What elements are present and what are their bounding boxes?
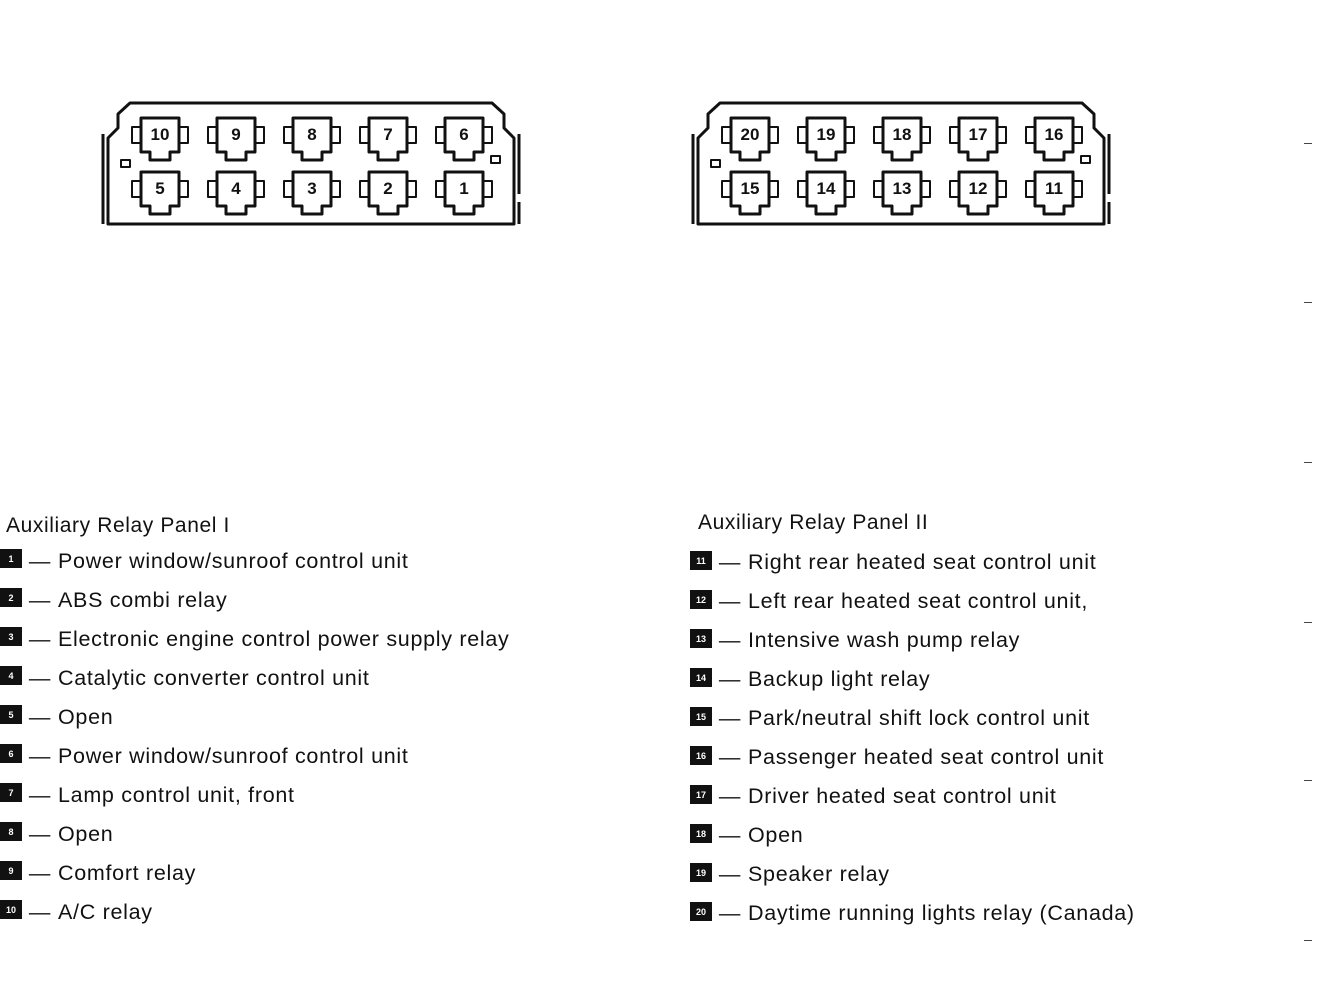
panel-2-locating-tab [711,160,720,167]
relay-slot-number: 2 [383,179,393,198]
legend-item-11 [690,547,1250,577]
legend-item-10 [0,897,570,927]
legend-description: Power window/sunroof control unit [58,549,409,573]
relay-slot-number: 5 [155,179,165,198]
relay-slot-8 [284,118,340,160]
separator-dash: — [718,706,742,730]
relay-slot-17 [950,118,1006,160]
relay-slot-number: 15 [740,179,760,198]
legend-description: Open [748,823,804,847]
relay-number-badge-icon: 14 [690,668,712,687]
separator-dash: — [28,627,52,651]
relay-number-badge-icon: 17 [690,785,712,804]
separator-dash: — [28,549,52,573]
relay-panel-2-title: Auxiliary Relay Panel II [698,511,929,534]
relay-slot-number: 19 [816,125,836,144]
legend-item-17 [690,781,1250,811]
legend-description: Lamp control unit, front [58,783,295,807]
relay-slot-13 [874,172,930,214]
margin-tick [1304,302,1312,303]
separator-dash: — [28,666,52,690]
separator-dash: — [718,862,742,886]
separator-dash: — [28,783,52,807]
relay-panel-1-list [0,546,570,927]
relay-slot-19 [798,118,854,160]
legend-description: Power window/sunroof control unit [58,744,409,768]
relay-panel-1-title: Auxiliary Relay Panel I [6,514,230,537]
legend-item-12 [690,586,1250,616]
legend-item-4 [0,663,570,693]
legend-description: Right rear heated seat control unit [748,550,1097,574]
relay-slot-18 [874,118,930,160]
separator-dash: — [28,588,52,612]
relay-number-badge-icon: 8 [0,822,22,841]
relay-slot-number: 4 [231,179,241,198]
legend-description: A/C relay [58,900,153,924]
separator-dash: — [718,784,742,808]
relay-slot-20 [722,118,778,160]
separator-dash: — [718,667,742,691]
relay-number-badge-icon: 13 [690,629,712,648]
relay-number-badge-icon: 12 [690,590,712,609]
separator-dash: — [28,822,52,846]
legend-item-15 [690,703,1250,733]
relay-slot-10 [132,118,188,160]
margin-tick [1304,622,1312,623]
legend-description: Left rear heated seat control unit, [748,589,1089,613]
panel-2-locating-tab [1081,156,1090,163]
legend-item-13 [690,625,1250,655]
legend-description: Driver heated seat control unit [748,784,1057,808]
legend-item-2 [0,585,570,615]
relay-slot-4 [208,172,264,214]
relay-slot-number: 7 [383,125,393,144]
relay-number-badge-icon: 10 [0,900,22,919]
relay-panel-1-connector [100,100,522,230]
relay-slot-number: 18 [892,125,912,144]
relay-number-badge-icon: 3 [0,627,22,646]
relay-number-badge-icon: 5 [0,705,22,724]
relay-number-badge-icon: 16 [690,746,712,765]
relay-slot-14 [798,172,854,214]
legend-description: Speaker relay [748,862,890,886]
legend-description: Catalytic converter control unit [58,666,370,690]
legend-item-9 [0,858,570,888]
legend-description: Passenger heated seat control unit [748,745,1105,769]
legend-item-14 [690,664,1250,694]
relay-slot-number: 12 [968,179,988,198]
relay-slot-11 [1026,172,1082,214]
margin-tick [1304,143,1312,144]
relay-slot-number: 1 [459,179,469,198]
panel-1-locating-tab [121,160,130,167]
relay-slot-number: 17 [968,125,988,144]
legend-description: Intensive wash pump relay [748,628,1021,652]
relay-number-badge-icon: 7 [0,783,22,802]
separator-dash: — [28,705,52,729]
relay-slot-12 [950,172,1006,214]
relay-slot-number: 9 [231,125,241,144]
relay-number-badge-icon: 19 [690,863,712,882]
relay-slot-7 [360,118,416,160]
legend-item-6 [0,741,570,771]
relay-number-badge-icon: 2 [0,588,22,607]
legend-description: Open [58,822,114,846]
relay-slot-9 [208,118,264,160]
relay-slot-3 [284,172,340,214]
separator-dash: — [28,861,52,885]
relay-slot-2 [360,172,416,214]
relay-slot-number: 20 [740,125,760,144]
separator-dash: — [718,550,742,574]
relay-slot-number: 6 [459,125,469,144]
legend-description: Daytime running lights relay (Canada) [748,901,1135,925]
relay-slot-number: 13 [892,179,912,198]
relay-number-badge-icon: 18 [690,824,712,843]
relay-slot-1 [436,172,492,214]
panel-1-locating-tab [491,156,500,163]
legend-item-5 [0,702,570,732]
legend-description: ABS combi relay [58,588,228,612]
relay-slot-number: 14 [816,179,836,198]
relay-slot-16 [1026,118,1082,160]
relay-panel-1-legend [0,514,570,936]
relay-number-badge-icon: 9 [0,861,22,880]
legend-item-8 [0,819,570,849]
separator-dash: — [28,900,52,924]
relay-number-badge-icon: 1 [0,549,22,568]
margin-tick [1304,780,1312,781]
legend-item-3 [0,624,570,654]
separator-dash: — [718,745,742,769]
legend-item-7 [0,780,570,810]
relay-slot-6 [436,118,492,160]
separator-dash: — [718,823,742,847]
relay-slot-5 [132,172,188,214]
relay-number-badge-icon: 11 [690,551,712,570]
relay-slot-number: 11 [1045,179,1063,198]
separator-dash: — [718,901,742,925]
legend-description: Backup light relay [748,667,931,691]
legend-item-20 [690,898,1250,928]
legend-description: Comfort relay [58,861,197,885]
legend-description: Park/neutral shift lock control unit [748,706,1090,730]
relay-slot-number: 10 [150,125,170,144]
legend-item-16 [690,742,1250,772]
relay-slot-number: 3 [307,179,317,198]
relay-slot-number: 16 [1044,125,1064,144]
separator-dash: — [28,744,52,768]
relay-panel-2-legend [690,511,1250,937]
relay-number-badge-icon: 15 [690,707,712,726]
separator-dash: — [718,589,742,613]
legend-description: Electronic engine control power supply relay [58,627,510,651]
relay-number-badge-icon: 6 [0,744,22,763]
legend-item-19 [690,859,1250,889]
relay-slot-number: 8 [307,125,317,144]
relay-panel-2-connector [690,100,1112,230]
relay-slot-15 [722,172,778,214]
relay-number-badge-icon: 4 [0,666,22,685]
margin-tick [1304,940,1312,941]
relay-panel-2-list [690,547,1250,928]
legend-item-18 [690,820,1250,850]
relay-number-badge-icon: 20 [690,902,712,921]
legend-item-1 [0,546,570,576]
separator-dash: — [718,628,742,652]
legend-description: Open [58,705,114,729]
margin-tick [1304,462,1312,463]
